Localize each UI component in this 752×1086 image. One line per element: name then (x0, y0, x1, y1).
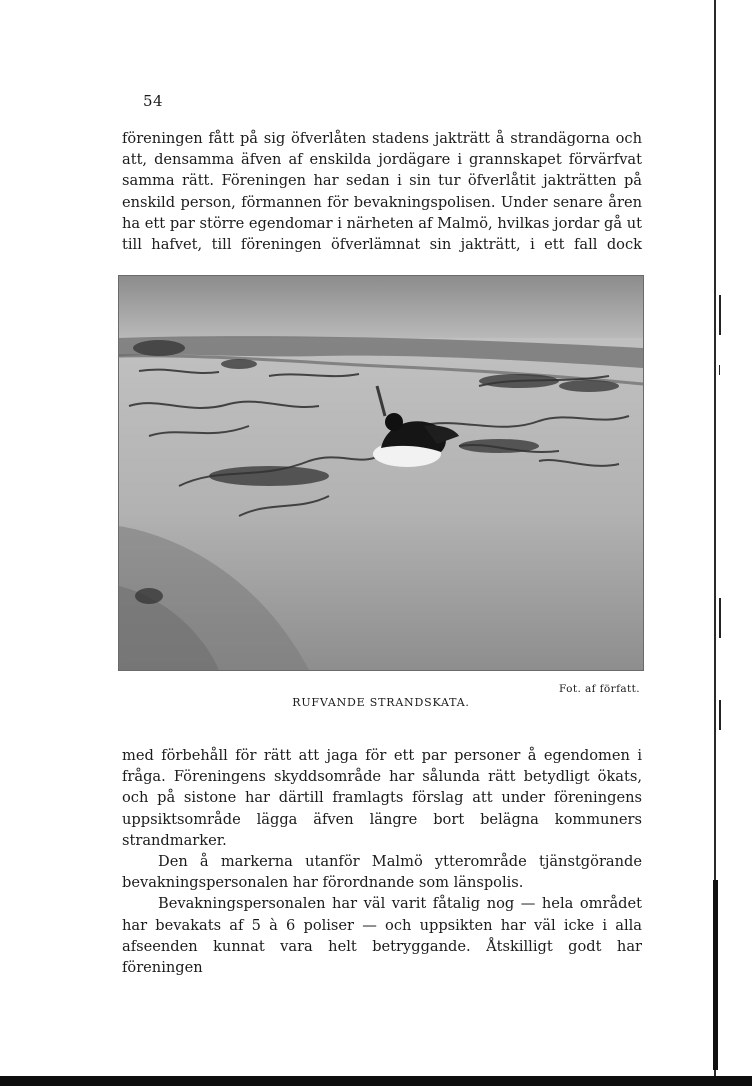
body-text-top (122, 128, 642, 255)
paragraph: Bevakningspersonalen har väl varit fåtalig nog — hela området har bevakats af 5 à 6 poliser — och uppsikten har väl icke i alla afseenden kunnat vara helt betryggande. Åtskilligt godt har föreningen (122, 895, 642, 977)
edge-mark (719, 598, 721, 638)
edge-mark (719, 700, 721, 730)
page-edge-right-shadow (713, 880, 718, 1070)
paragraph: Den å markerna utanför Malmö ytterområde tjänstgörande bevakningspersonalen har förordnande som länspolis. (122, 853, 642, 892)
page-edge-bottom (0, 1076, 752, 1086)
photo-caption: RUFVANDE STRANDSKATA. (292, 696, 470, 709)
edge-mark (719, 365, 720, 375)
paragraph: med förbehåll för rätt att jaga för ett par personer å egendomen i fråga. Föreningens skyddsområde har sålunda rätt betydligt ökats, och på sistone har därtill framlagts förslag att under föreningens uppsiktsområde lägga äfven längre bort belägna kommuners strandmarker. (122, 747, 642, 849)
photo-oystercatcher-on-nest (119, 276, 643, 670)
sky (119, 276, 643, 338)
body-text-bottom (122, 745, 642, 978)
page-number: 54 (143, 92, 164, 110)
edge-mark (719, 295, 721, 335)
paragraph: föreningen fått på sig öfverlåten stadens jakträtt å strandägorna och att, densamma äfven af enskilda jordägare i grannskapet förvärfvat samma rätt. Föreningen har sedan i sin tur öfverlåtit jakträtten på enskild person, förmannen för bevakningspolisen. Under senare åren ha ett par större egendomar i närheten af Malmö, hvilkas jordar gå ut till hafvet, till föreningen öfverlämnat sin jakträtt, i ett fall dock (122, 130, 642, 254)
photograph (118, 275, 644, 671)
photo-credit: Fot. af författ. (559, 683, 640, 695)
